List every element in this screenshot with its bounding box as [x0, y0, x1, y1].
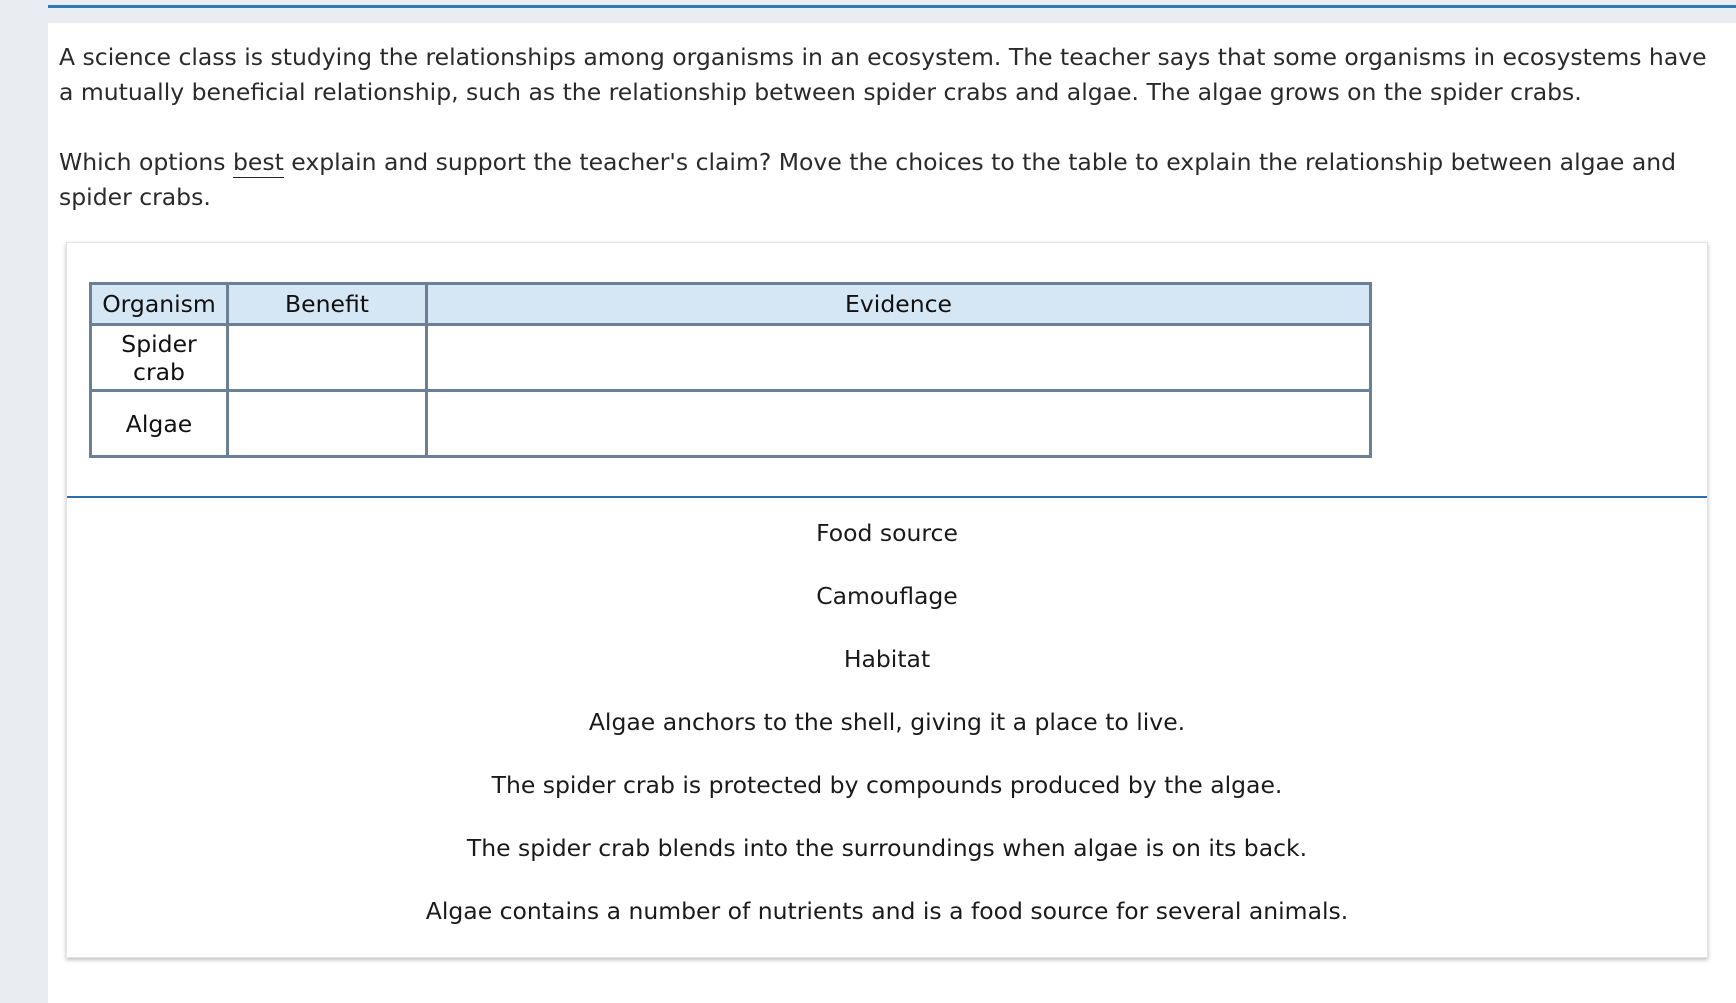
top-accent-line — [48, 5, 1736, 8]
choice-label: Algae anchors to the shell, giving it a place to live. — [588, 708, 1186, 736]
choice-habitat[interactable] — [67, 639, 1707, 702]
choice-nutrients-food-source[interactable] — [67, 891, 1707, 954]
drop-zone-spider-crab-benefit[interactable] — [228, 325, 427, 391]
stem-p2-after: explain and support the teacher's claim? Move the choices to the table to explain the relationship between algae and spider crabs. — [59, 148, 1677, 211]
organism-cell-spider-crab: Spider crab — [91, 325, 228, 391]
drop-zone-algae-evidence[interactable] — [427, 391, 1371, 457]
table-row-algae — [91, 391, 1371, 457]
choice-blends-into-surroundings[interactable] — [67, 828, 1707, 891]
header-organism: Organism — [91, 284, 228, 325]
question-stem — [59, 40, 1714, 215]
choice-label: Algae contains a number of nutrients and is a food source for several animals. — [425, 897, 1349, 925]
choice-algae-anchors[interactable] — [67, 702, 1707, 765]
organism-cell-algae: Algae — [91, 391, 228, 457]
choice-camouflage[interactable] — [67, 576, 1707, 639]
header-evidence: Evidence — [427, 284, 1371, 325]
choice-label: Food source — [816, 519, 958, 547]
header-benefit: Benefit — [228, 284, 427, 325]
choice-protected-by-compounds[interactable] — [67, 765, 1707, 828]
interaction-card — [66, 242, 1708, 958]
table-row-spider-crab — [91, 325, 1371, 391]
choice-label: Camouflage — [816, 582, 958, 610]
stem-paragraph-1: A science class is studying the relationships among organisms in an ecosystem. The teacher says that some organisms in ecosystems have a mutually beneficial relationship, such as the relationship between spider crabs and algae. The algae grows on the spider crabs. — [59, 43, 1707, 106]
choice-label: The spider crab blends into the surroundings when algae is on its back. — [466, 834, 1308, 862]
match-table — [89, 282, 1372, 458]
choice-label: Habitat — [843, 645, 931, 673]
top-header-band — [48, 0, 1736, 23]
stem-emphasis-best: best — [232, 148, 284, 176]
choice-label: The spider crab is protected by compounds produced by the algae. — [491, 771, 1283, 799]
choice-pool-divider — [67, 496, 1707, 498]
content-area — [48, 0, 1736, 1003]
drop-zone-algae-benefit[interactable] — [228, 391, 427, 457]
table-header-row — [91, 284, 1371, 325]
stem-p2-before: Which options — [59, 148, 233, 176]
choice-pool — [67, 513, 1707, 954]
choice-food-source[interactable] — [67, 513, 1707, 576]
stem-paragraph-2 — [59, 145, 1714, 215]
drop-zone-spider-crab-evidence[interactable] — [427, 325, 1371, 391]
